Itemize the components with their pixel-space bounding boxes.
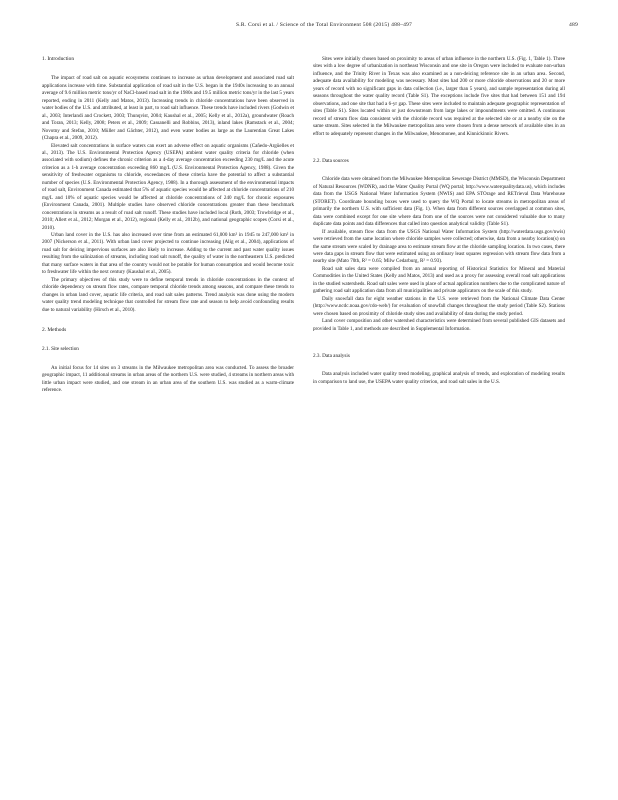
running-header <box>40 22 578 34</box>
intro-paragraph-3: Urban land cover in the U.S. has also increased over time from an estimated 61,000 km² in 1945 to 247,000 km² in 2007 (Nickerson et al., 2011). With urban land cover projected to continue increasing (Alig et al., 2004), applications of road salt for deicing impervious surfaces are also likely to increase. Adding to the current and past water quality issues resulting from the salinization of streams, including road salt runoff, the quality of water in the northeastern U.S. predicted that many surface waters in that area of the country would not be potable for human consumption and would become toxic to freshwater life within the next century (Kaushal et al., 2005). <box>42 231 294 276</box>
data-sources-paragraph-3: Road salt sales data were compiled from an annual reporting of Historical Statistics for Mineral and Material Commodities in the United States (Kelly and Matos, 2013) and used as a proxy for assessing overall road salt applications in the studied watersheds. Road salt sales were used in place of actual application numbers due to the complicated nature of gathering road salt application data from all municipalities and private applicators on the scale of this study. <box>313 265 565 295</box>
data-analysis-paragraph-1: Data analysis included water quality trend modeling, graphical analysis of trends, and exploration of modeling results in comparison to land use, the USEPA water quality criterion, and road salt sales in the U.S. <box>313 371 565 385</box>
subsection-heading-data-analysis: 2.3. Data analysis <box>313 352 350 359</box>
section-heading-methods: 2. Methods <box>42 326 67 333</box>
intro-paragraph-4: The primary objectives of this study were to define temporal trends in chloride concentrations in the context of chloride dependency on stream flow rates, compare temporal chloride trends among seasons, and compare these trends to changes in urban land cover, aquatic life criteria, and road salt sales patterns. Trend analysis was done using the modern water quality trend modeling technique that controlled for stream flow rate and season to help avoid confounding results due to natural variability (Hirsch et al., 2010). <box>42 276 294 313</box>
subsection-heading-data-sources: 2.2. Data sources <box>313 157 349 164</box>
subsection-heading-site-selection: 2.1. Site selection <box>42 346 79 353</box>
section-heading-introduction: 1. Introduction <box>42 56 75 62</box>
left-column <box>42 56 294 395</box>
page-number: 489 <box>569 22 578 28</box>
right-column <box>313 56 565 386</box>
data-sources-paragraph-4: Daily snowfall data for eight weather stations in the U.S. were retrieved from the National Climate Data Center (http://www.ncdc.noaa.gov/cdo-web/) for evaluation of snowfall changes throughout the study period (Table S2). Stations were chosen based on proximity of chloride study sites and availability of data during the study period. <box>313 295 565 317</box>
data-sources-paragraph-2: If available, stream flow data from the USGS National Water Information System (http://waterdata.usgs.gov/nwis) were retrieved from the same location where chloride samples were collected; otherwise, data from a nearby location(s) on the same stream were scaled by drainage area to estimate stream flow at the chloride sampling location. In two cases, there were data gaps in stream flow that were estimated using an ordinary least squares regression with stream flow data from a nearby site (Mato 70th, R² = 0.65; Milw Cedarburg, R² = 0.93). <box>313 228 565 265</box>
data-sources-paragraph-1: Chloride data were obtained from the Milwaukee Metropolitan Sewerage District (MMSD), the Wisconsin Department of Natural Resources (WDNR), and the Water Quality Portal (WQ portal; http://www.waterqualitydata.us), which includes data from the USGS National Water Information System (NWIS) and EPA STOrage and RETrieval Data Warehouse (STORET). Coordinate bounding boxes were used to query the WQ Portal to locate streams in metropolitan areas of primarily the northern U.S. with sufficient data (Fig. 1). When data from different sources overlapped at common sites, data were combined except for one site where data from one of the sources were not considered valuable due to many duplicate data points and data differences that called into question analytical validity (Table S1). <box>313 176 565 228</box>
intro-paragraph-2: Elevated salt concentrations in surface waters can exert an adverse effect on aquatic organisms (Cañedo-Argüelles et al., 2013). The U.S. Environmental Protection Agency (USEPA) ambient water quality criteria for chloride (when associated with sodium) defines the chronic criterion as a 4-day average concentration exceeding 230 mg/L and the acute criterion as a 1-h average concentration exceeding 860 mg/L (U.S. Environmental Protection Agency, 1988). Given the sensitivity of freshwater organisms to chloride, exceedances of these criteria have the potential to affect a substantial number of species (U.S. Environmental Protection Agency, 1988). In a thorough assessment of the environmental impacts of road salt, Environment Canada estimated that 5% of aquatic species would be affected at chloride concentrations of 210 mg/L and 10% of aquatic species would be affected at chloride concentrations of 240 mg/L for chronic exposures (Environment Canada, 2001). Multiple studies have observed chloride concentrations greater than these benchmark concentrations in streams as a result of road salt runoff. These studies have included local (Roth, 2003; Trowbridge et al., 2010; Allert et al., 2012; Morgan et al., 2012), regional (Kelly et al., 2012b), and national geographic scopes (Corsi et al., 2010). <box>42 142 294 231</box>
site-selection-paragraph-1: An initial focus for 14 sites on 3 streams in the Milwaukee metropolitan area was conducted. To assess the broader geographic impact, 11 additional streams in urban areas of the northern U.S. were studied, 4 streams in northern areas with little urban impact were studied, and one stream in an urban area of the southern U.S. was studied as a warm-climate reference. <box>42 364 294 394</box>
journal-citation: S.R. Corsi et al. / Science of the Total Environment 508 (2015) 488–497 <box>236 22 413 28</box>
data-sources-paragraph-5: Land cover composition and other watershed characteristics were determined from several published GIS datasets and provided in Table 1, and methods are described in Supplemental Information. <box>313 318 565 332</box>
intro-paragraph-1: The impact of road salt on aquatic ecosystems continues to increase as urban development and associated road salt applications increase with time. Substantial application of road salt in the U.S. began in the 1940s increasing to an annual average of 9.6 million metric tons/yr of NaCl-based road salt in the 1980s and 19.5 million metric tons/yr in the last 5 years reported, ending in 2011 (Kelly and Matos, 2013). Increasing trends in chloride concentrations have been observed in water bodies of the U.S. and attributed, at least in part, to road salt influence. These trends have included rivers (Godwin et al., 2003; Interlandi and Crockett, 2003; Thunqvist, 2004; Kaushal et al., 2005; Kelly et al., 2012a), groundwater (Roach and Toran, 2013; Kelly, 2008; Peters et al., 2009; Cassanelli and Robbins, 2013), inland lakes (Ramstack et al., 2004; Novotny and Stefan, 2010; Müller and Gächter, 2012), and even water bodies as large as the Laurentian Great Lakes (Chapra et al., 2009, 2012). <box>42 75 294 142</box>
site-selection-paragraph-2: Sites were initially chosen based on proximity to areas of urban influence in the northern U.S. (Fig. 1, Table 1). Three sites with a low degree of urbanization in northeast Wisconsin and one site in Oregon were included to evaluate non-urban influence, and the Trinity River in Texas was also examined as a non-deicing reference site in an urban area. Second, adequate data availability for modeling was necessary. Most sites had 200 or more chloride observations and 20 or more years of record with no significant gaps in data collection (i.e., larger than 5 years), and sample representation during all seasons throughout the water quality record (Table S1). The exceptions include five sites that had between 151 and 194 observations, and one site that had a 6-yr gap. These sites were included to maintain adequate geographic representation of sites (Table S1). Sites located within or just downstream from large lakes or impoundments were omitted. A continuous record of stream flow data consistent with the chloride record was required at the selected site or at a nearby site on the same stream. Sites selected in the Milwaukee metropolitan area were chosen from a dense network of available sites in an effort to adequately represent changes in the Milwaukee, Menomonee, and Kinnickinnic Rivers. <box>313 56 565 137</box>
